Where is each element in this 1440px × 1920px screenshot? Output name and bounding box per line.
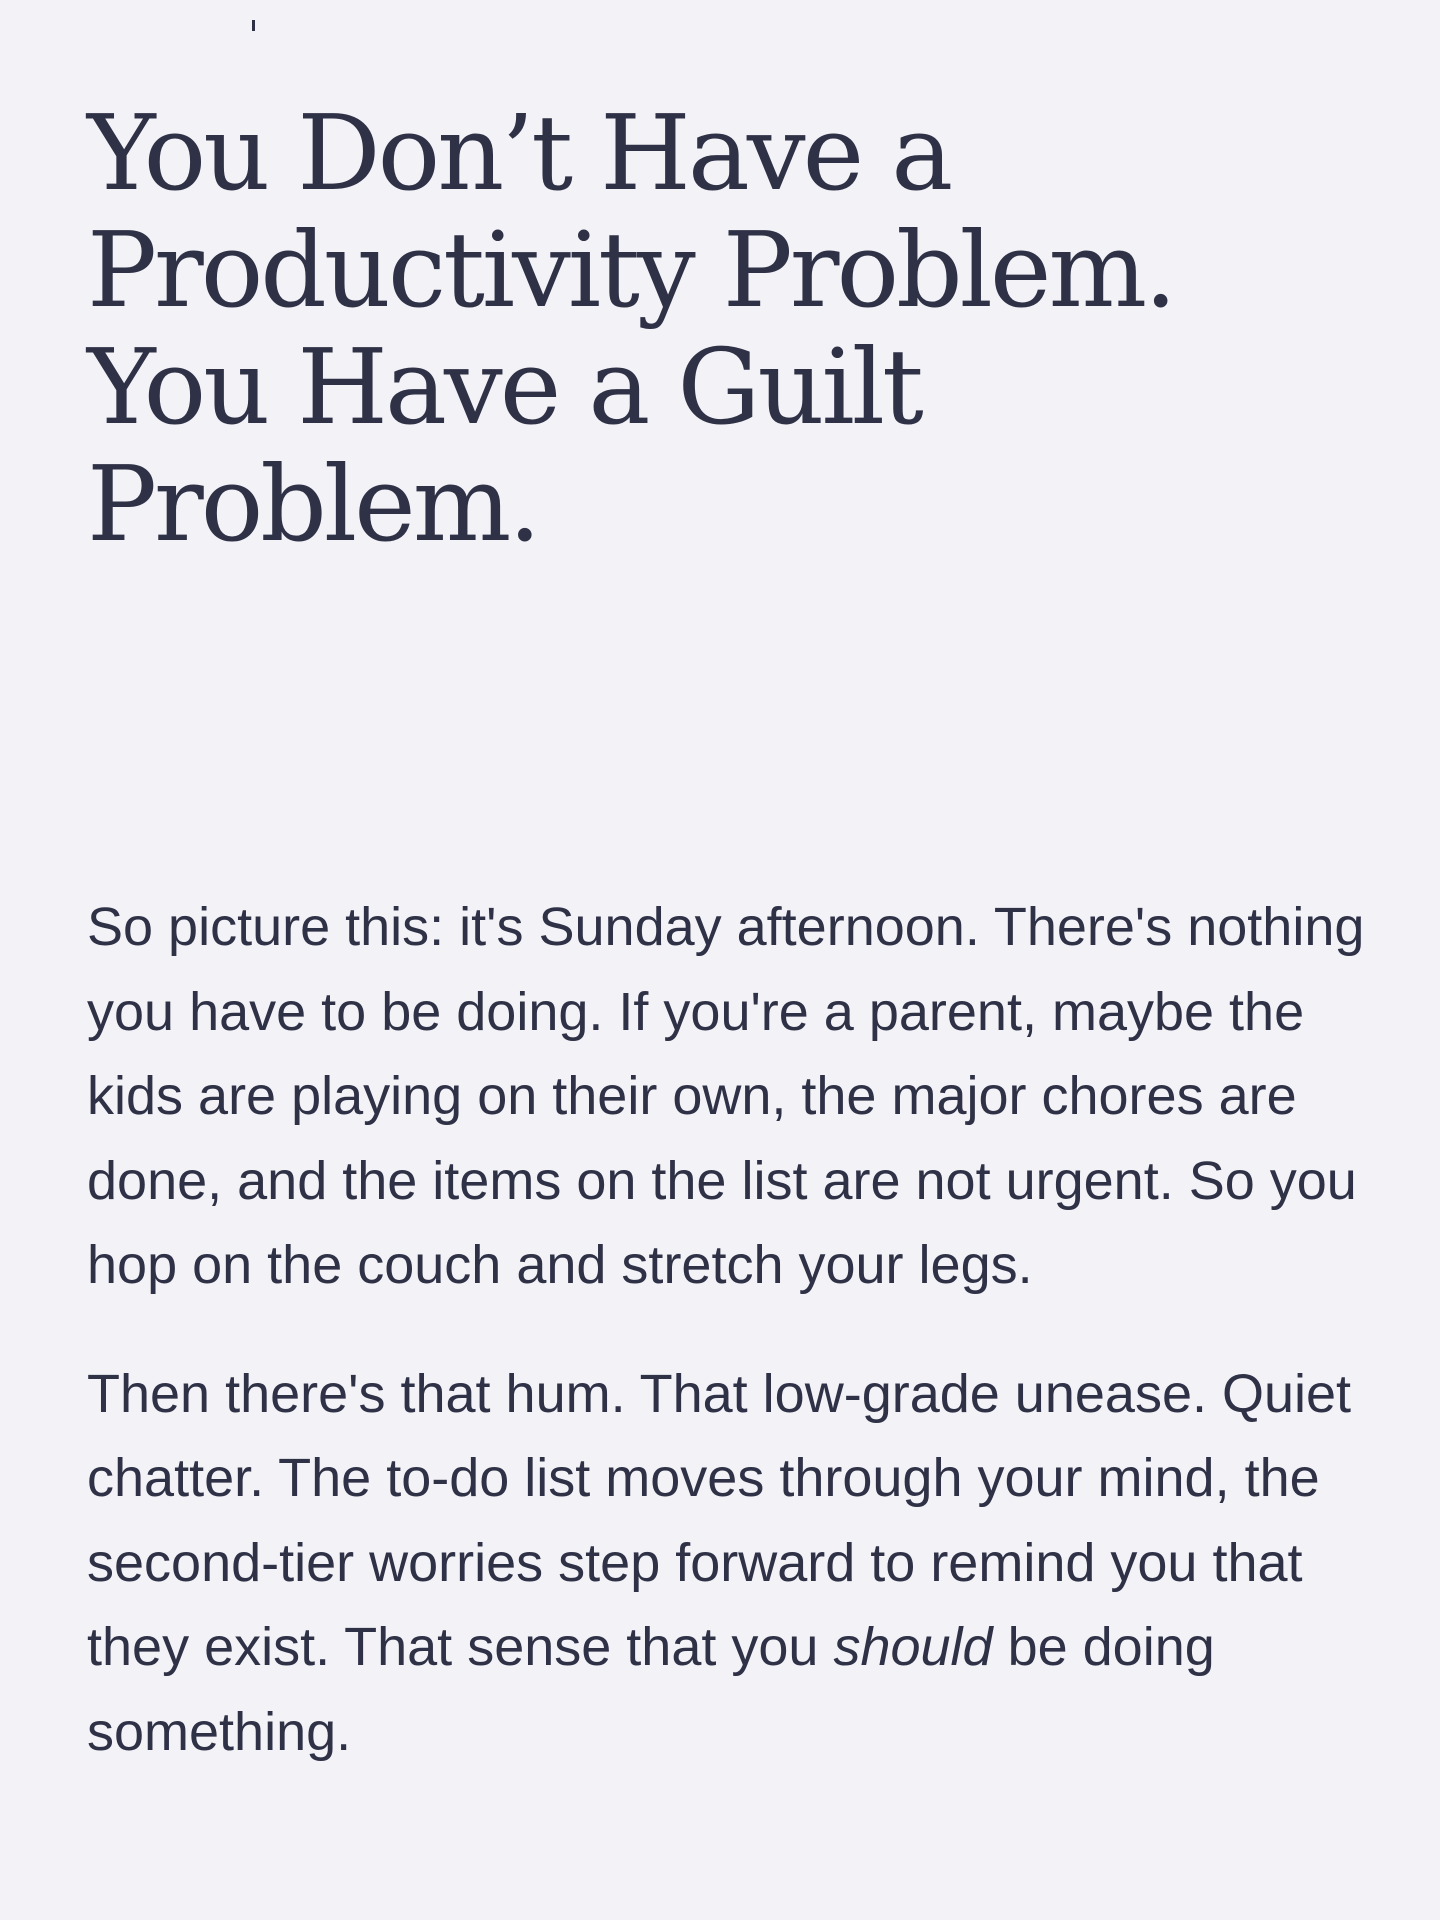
paragraph-2 [87, 1352, 1377, 1775]
article-title: You Don’t Have a Productivity Problem. You Have a Guilt Problem. [87, 92, 1175, 565]
paragraph-1: So picture this: it's Sunday afternoon. There's nothing you have to be doing. If you're a parent, maybe the kids are playing on their own, the major chores are done, and the items on the list are not urgent. So you hop on the couch and stretch your legs. [87, 897, 1365, 1295]
paragraph-2-emphasis: should [833, 1617, 993, 1677]
paragraph-2-text-end: be doing something. [87, 1617, 1215, 1762]
scroll-indicator [252, 20, 255, 31]
article-body [87, 885, 1377, 1818]
paragraph-2-text-start: Then there's that hum. That low-grade unease. Quiet chatter. The to-do list moves through your mind, the second-tier worries step forward to remind you that they exist. That sense that you [87, 1363, 1352, 1677]
article [87, 92, 1377, 1762]
